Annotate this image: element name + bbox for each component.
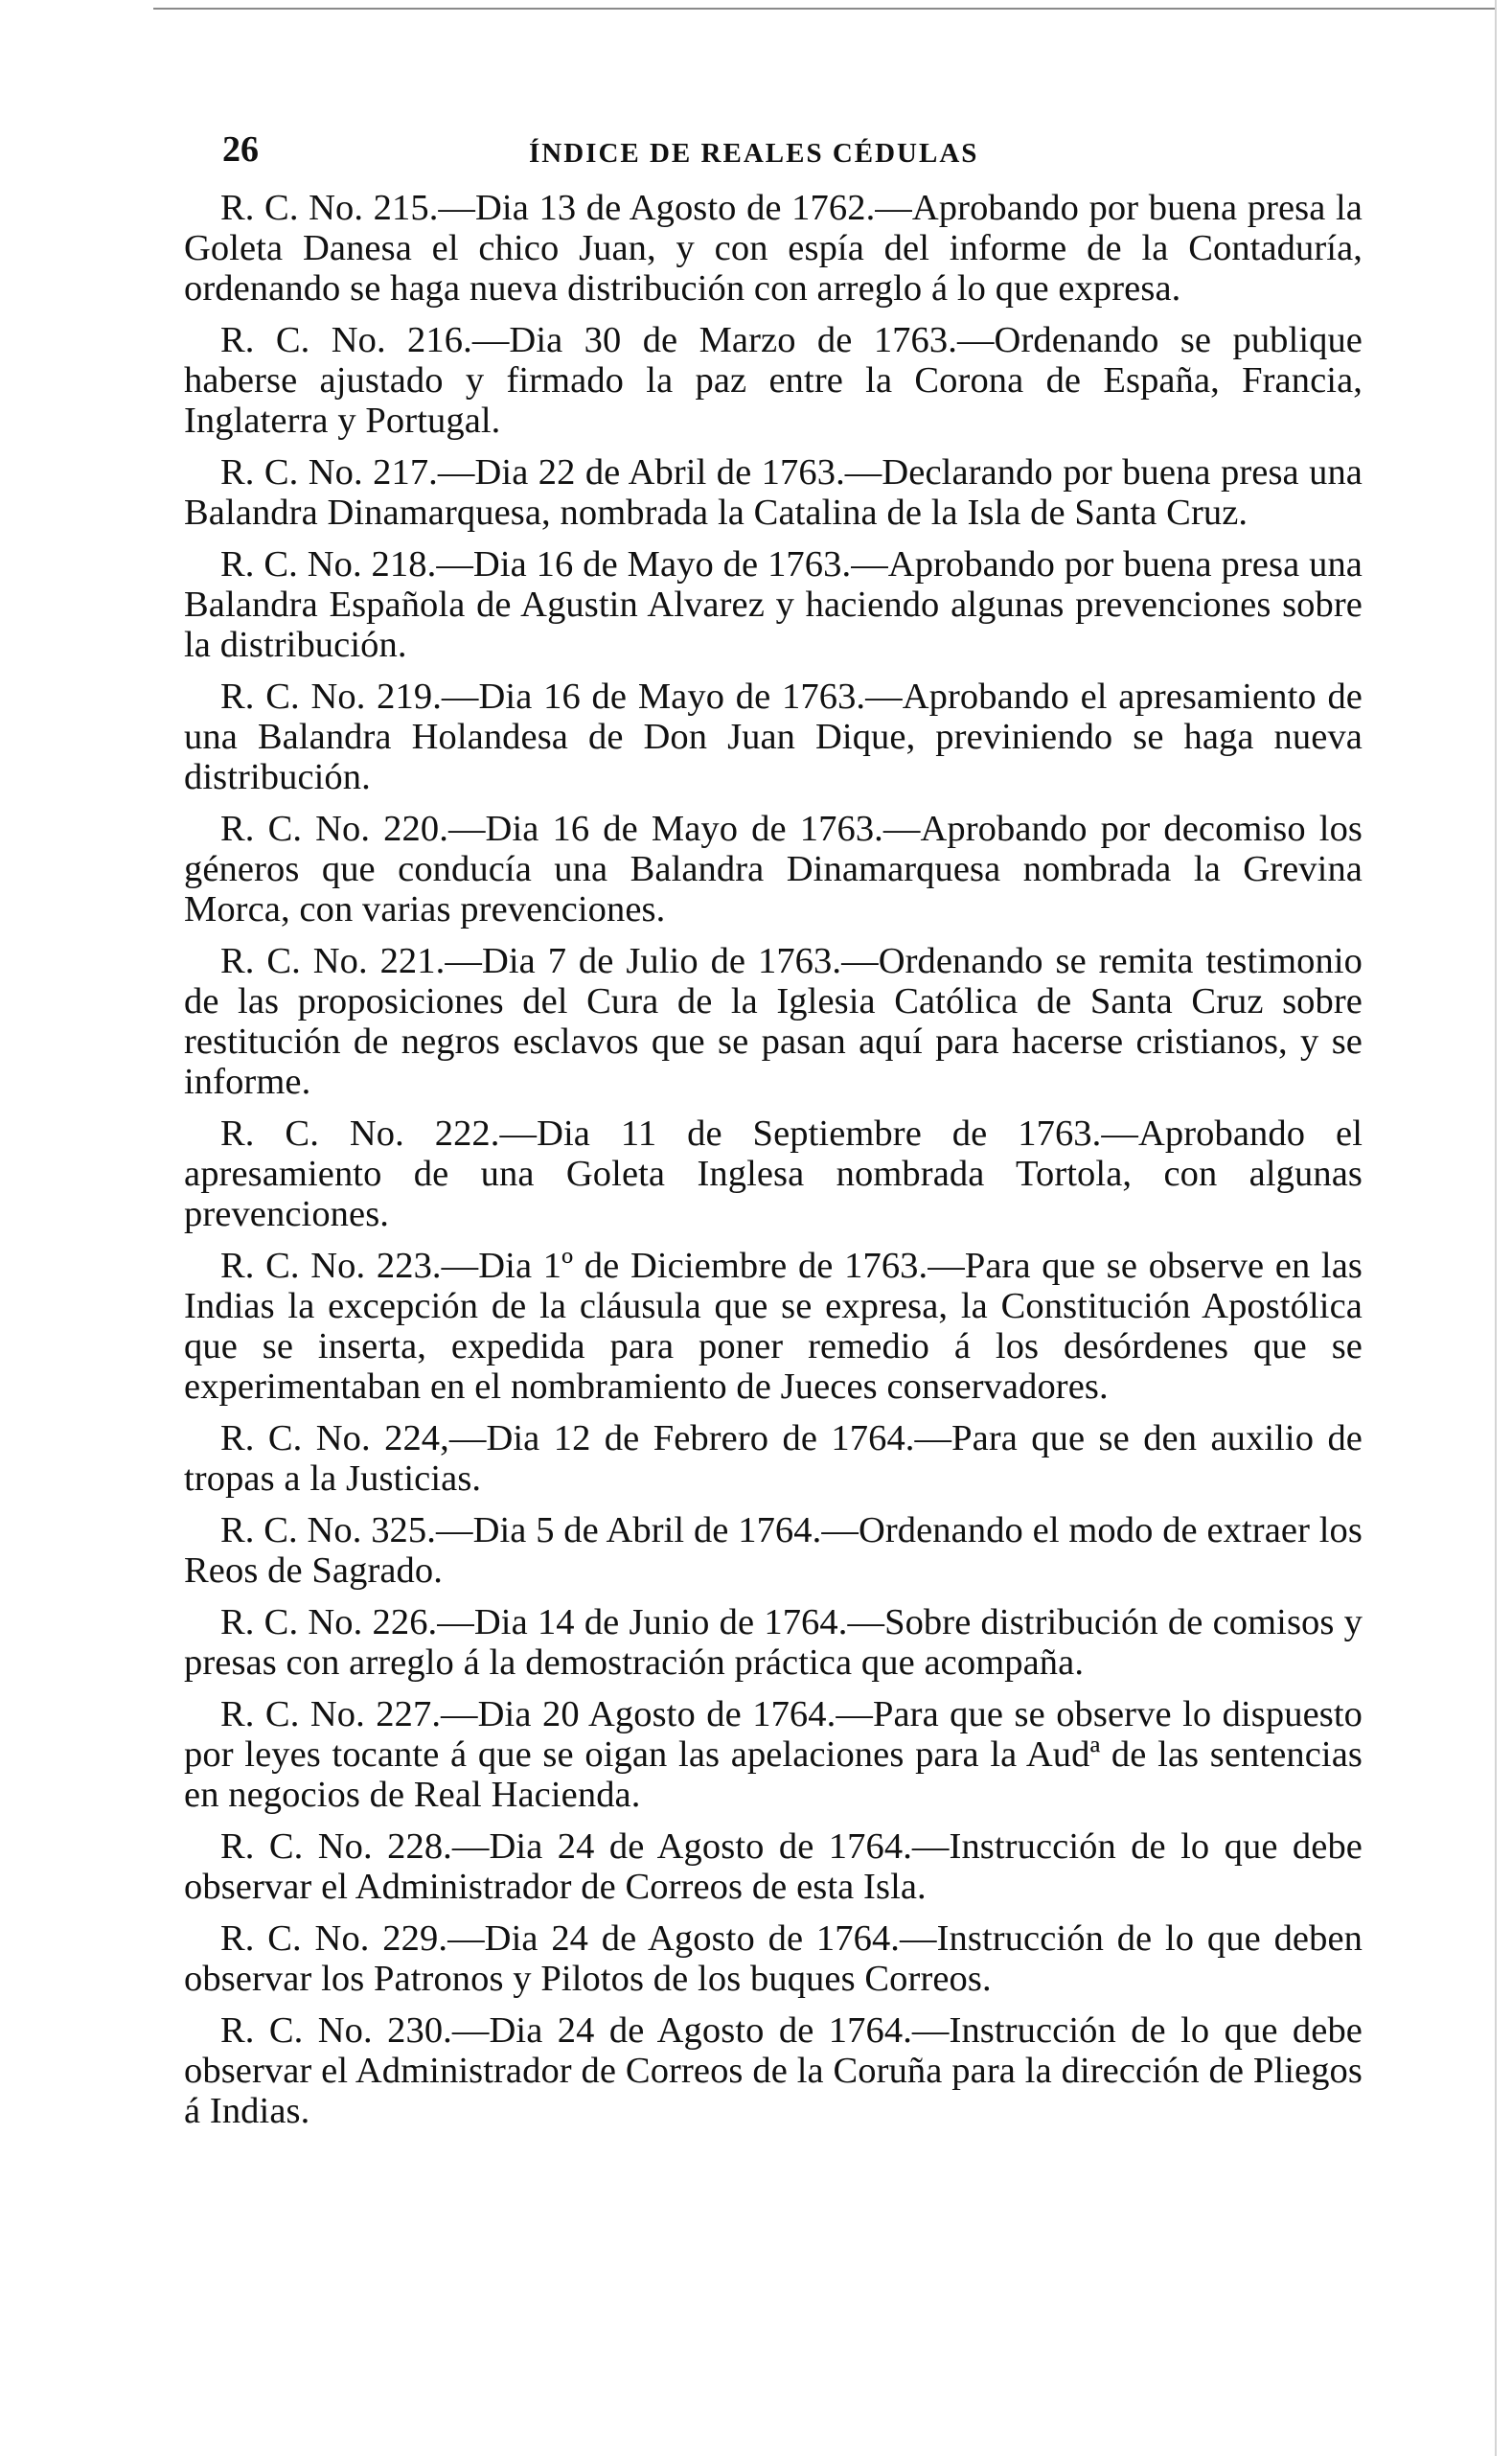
entry-220: R. C. No. 220.—Dia 16 de Mayo de 1763.—Aprobando por decomiso los géneros que conducía una Balandra Dinamarquesa nombrada la Grevina Morca, con varias prevenciones. — [184, 809, 1363, 930]
entry-219: R. C. No. 219.—Dia 16 de Mayo de 1763.—Aprobando el apresamiento de una Balandra Holandesa de Don Juan Dique, previniendo se haga nueva distribución. — [184, 677, 1363, 797]
top-rule — [153, 8, 1495, 10]
entries-list — [184, 188, 1363, 2143]
entry-216: R. C. No. 216.—Dia 30 de Marzo de 1763.—Ordenando se publique haberse ajustado y firmado la paz entre la Corona de España, Francia, Inglaterra y Portugal. — [184, 320, 1363, 441]
entry-224: R. C. No. 224,—Dia 12 de Febrero de 1764.—Para que se den auxilio de tropas a la Justicias. — [184, 1418, 1363, 1499]
entry-223: R. C. No. 223.—Dia 1º de Diciembre de 1763.—Para que se observe en las Indias la excepción de la cláusula que se expresa, la Constitución Apostólica que se inserta, expedida para poner remedio á los desórdenes que se experimentaban en el nombramiento de Jueces conservadores. — [184, 1246, 1363, 1407]
entry-226: R. C. No. 226.—Dia 14 de Junio de 1764.—Sobre distribución de comisos y presas con arreglo á la demostración práctica que acompaña. — [184, 1602, 1363, 1683]
page-header — [222, 125, 1361, 182]
entry-218: R. C. No. 218.—Dia 16 de Mayo de 1763.—Aprobando por buena presa una Balandra Española de Agustin Alvarez y haciendo algunas prevenciones sobre la distribución. — [184, 544, 1363, 665]
entry-215: R. C. No. 215.—Dia 13 de Agosto de 1762.—Aprobando por buena presa la Goleta Danesa el chico Juan, y con espía del informe de la Contaduría, ordenando se haga nueva distribución con arreglo á lo que expresa. — [184, 188, 1363, 309]
running-title: ÍNDICE DE REALES CÉDULAS — [529, 138, 979, 169]
right-margin-rule — [1495, 0, 1497, 2456]
entry-229: R. C. No. 229.—Dia 24 de Agosto de 1764.—Instrucción de lo que deben observar los Patronos y Pilotos de los buques Correos. — [184, 1918, 1363, 1999]
entry-230: R. C. No. 230.—Dia 24 de Agosto de 1764.—Instrucción de lo que debe observar el Administrador de Correos de la Coruña para la dirección de Pliegos á Indias. — [184, 2010, 1363, 2131]
entry-325: R. C. No. 325.—Dia 5 de Abril de 1764.—Ordenando el modo de extraer los Reos de Sagrado. — [184, 1510, 1363, 1591]
entry-227: R. C. No. 227.—Dia 20 Agosto de 1764.—Para que se observe lo dispuesto por leyes tocante á que se oigan las apelaciones para la Audª de las sentencias en negocios de Real Hacienda. — [184, 1694, 1363, 1815]
page-number: 26 — [222, 129, 259, 170]
entry-228: R. C. No. 228.—Dia 24 de Agosto de 1764.—Instrucción de lo que debe observar el Administrador de Correos de esta Isla. — [184, 1826, 1363, 1907]
entry-221: R. C. No. 221.—Dia 7 de Julio de 1763.—Ordenando se remita testimonio de las proposiciones del Cura de la Iglesia Católica de Santa Cruz sobre restitución de negros esclavos que se pasan aquí para hacerse cristianos, y se informe. — [184, 941, 1363, 1102]
entry-217: R. C. No. 217.—Dia 22 de Abril de 1763.—Declarando por buena presa una Balandra Dinamarquesa, nombrada la Catalina de la Isla de Santa Cruz. — [184, 452, 1363, 533]
entry-222: R. C. No. 222.—Dia 11 de Septiembre de 1763.—Aprobando el apresamiento de una Goleta Inglesa nombrada Tortola, con algunas prevenciones. — [184, 1113, 1363, 1234]
